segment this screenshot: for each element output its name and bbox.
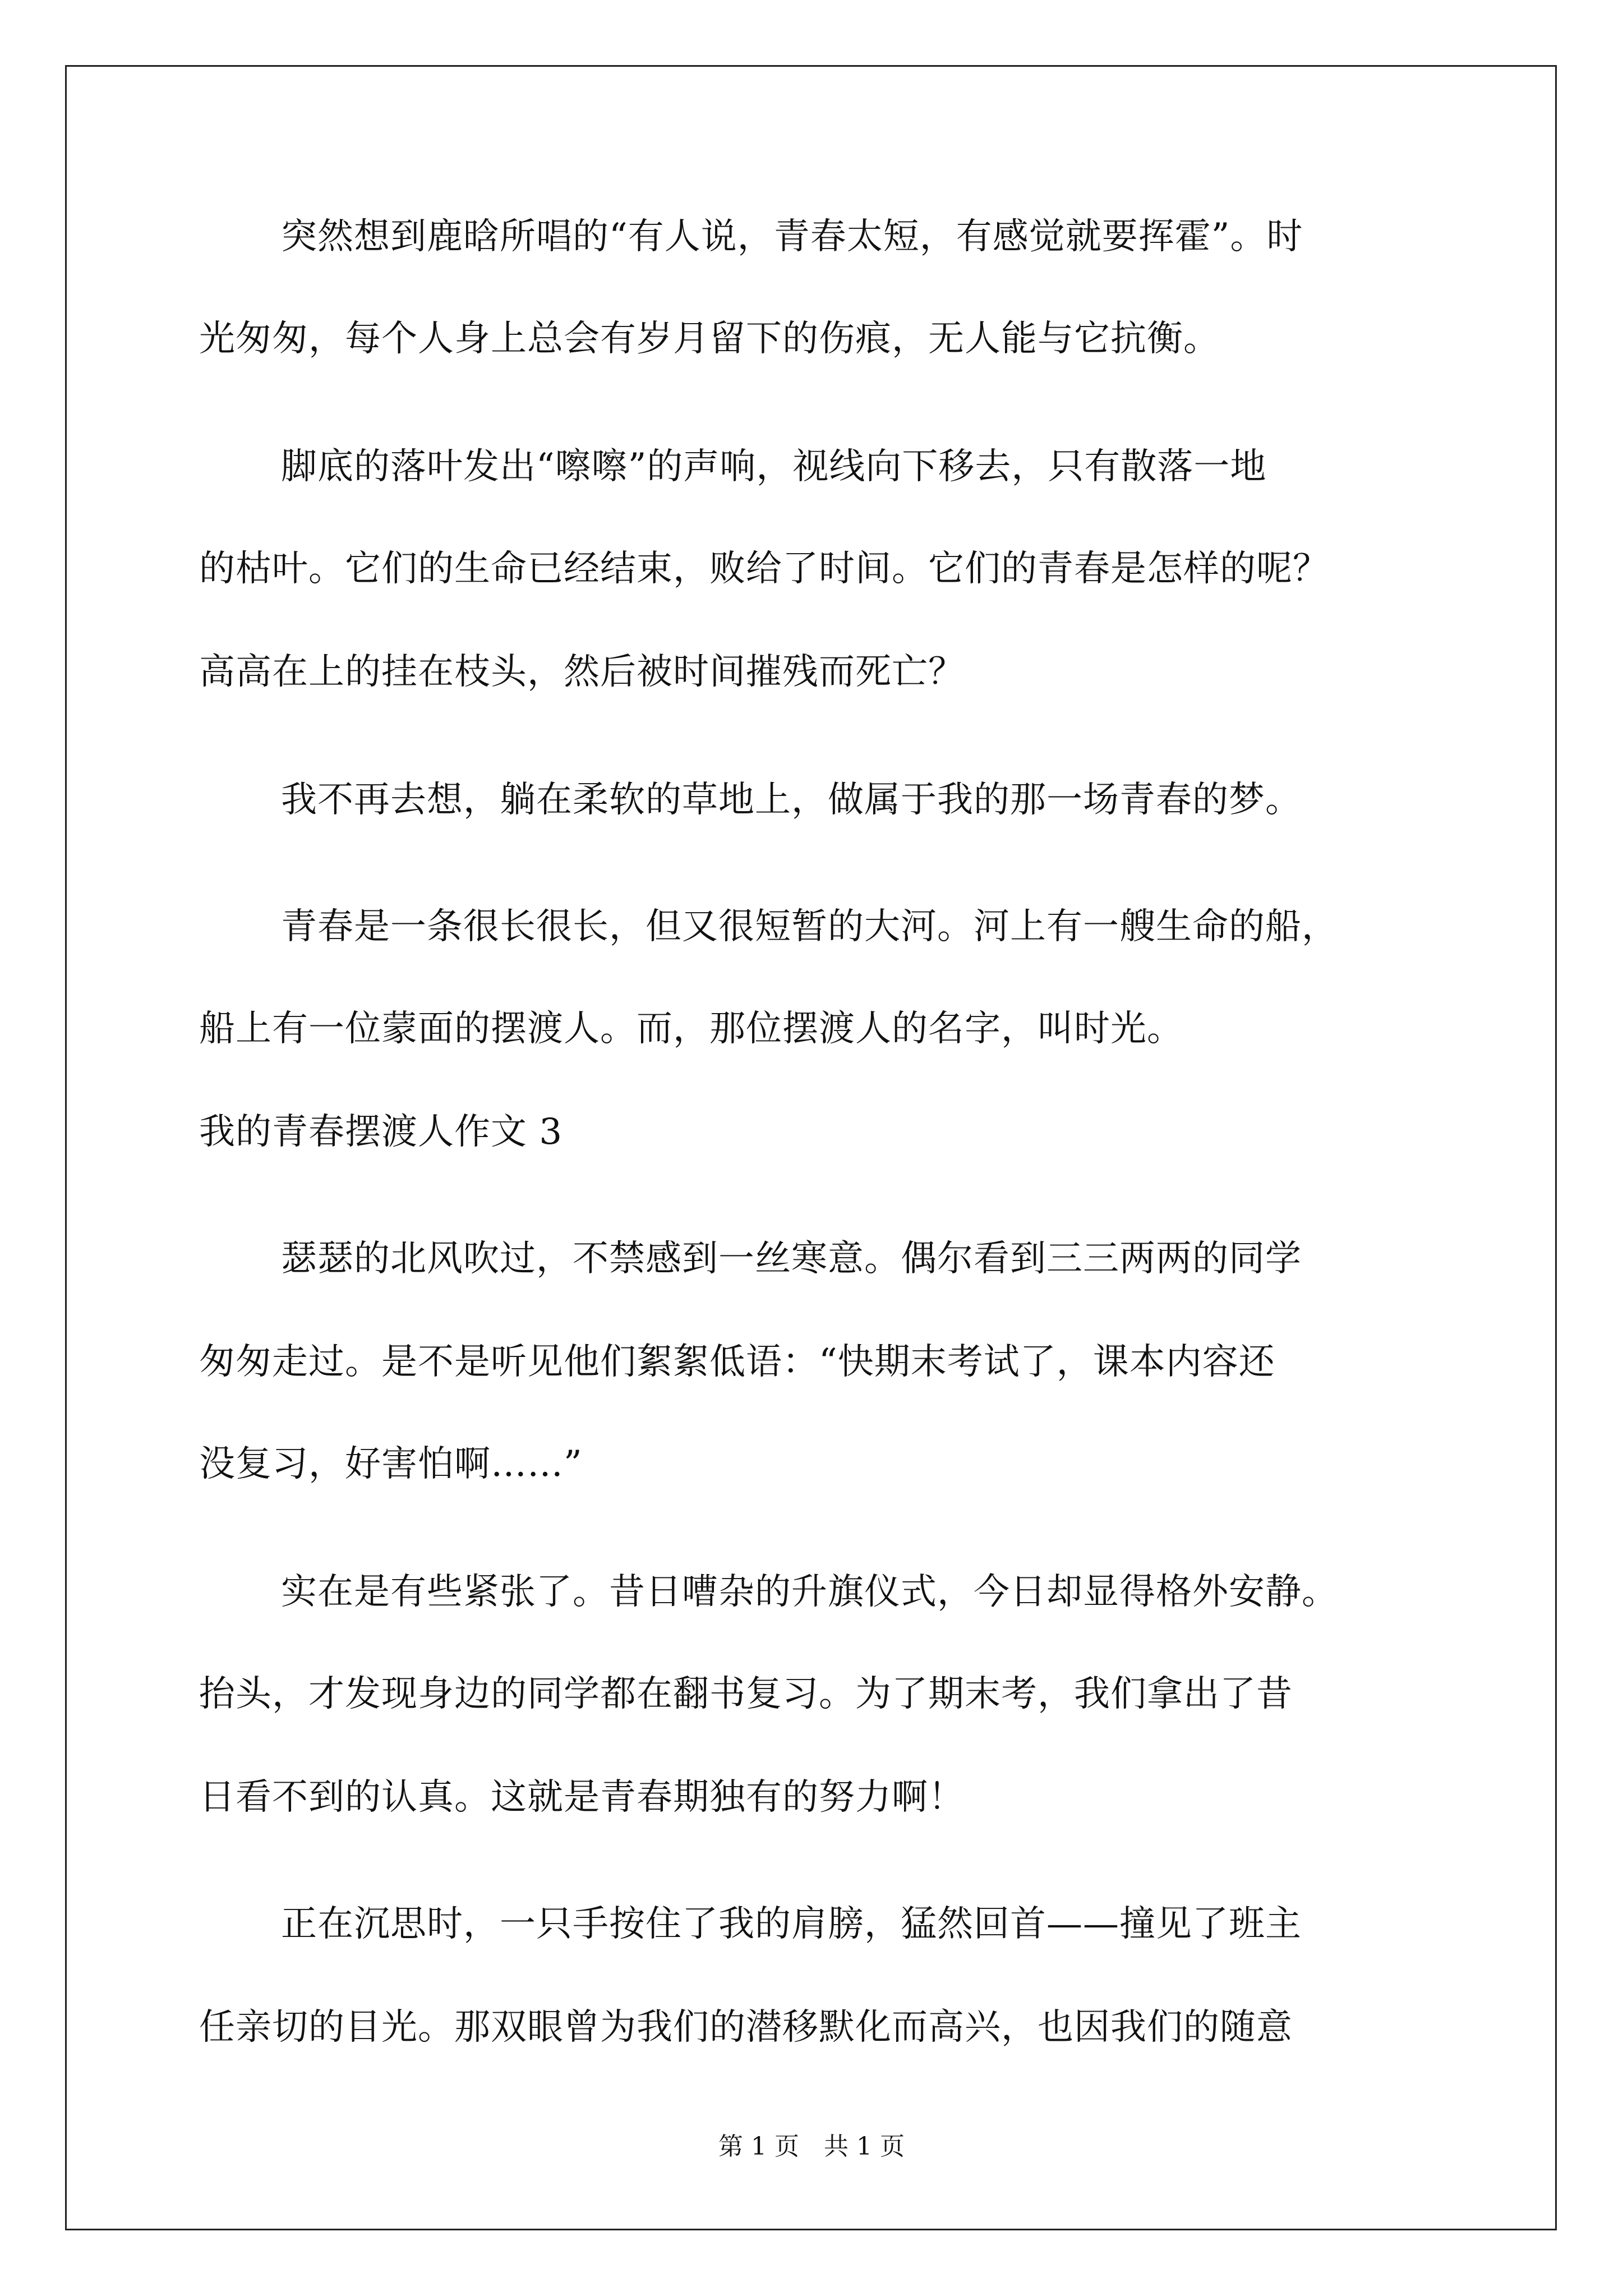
paragraph-line: 正在沉思时，一只手按住了我的肩膀，猛然回首——撞见了班主 — [281, 1903, 1302, 1945]
page-footer: 第 1 页 共 1 页 — [718, 2132, 905, 2161]
paragraph-line: 任亲切的目光。那双眼曾为我们的潜移默化而高兴，也因我们的随意 — [199, 2007, 1293, 2048]
paragraph-line: 突然想到鹿晗所唱的“有人说，青春太短，有感觉就要挥霍”。时 — [281, 216, 1303, 257]
paragraph-line: 没复习，好害怕啊……” — [199, 1443, 583, 1485]
paragraph-line: 的枯叶。它们的生命已经结束，败给了时间。它们的青春是怎样的呢？ — [199, 548, 1329, 590]
paragraph-line: 光匆匆，每个人身上总会有岁月留下的伤痕，无人能与它抗衡。 — [199, 318, 1220, 360]
paragraph-line: 实在是有些紧张了。昔日嘈杂的升旗仪式，今日却显得格外安静。 — [281, 1571, 1338, 1613]
paragraph-line: 抬头，才发现身边的同学都在翻书复习。为了期末考，我们拿出了昔 — [199, 1673, 1293, 1715]
paragraph-line: 青春是一条很长很长，但又很短暂的大河。河上有一艘生命的船， — [281, 906, 1338, 947]
paragraph-line: 瑟瑟的北风吹过，不禁感到一丝寒意。偶尔看到三三两两的同学 — [281, 1238, 1302, 1280]
paragraph-line: 日看不到的认真。这就是青春期独有的努力啊！ — [199, 1777, 965, 1818]
paragraph-line: 高高在上的挂在枝头，然后被时间摧残而死亡？ — [199, 651, 965, 693]
paragraph-line: 脚底的落叶发出“嚓嚓”的声响，视线向下移去，只有散落一地 — [281, 446, 1267, 487]
paragraph-line: 船上有一位蒙面的摆渡人。而，那位摆渡人的名字，叫时光。 — [199, 1008, 1183, 1050]
section-heading: 我的青春摆渡人作文 3 — [199, 1111, 563, 1153]
paragraph-line: 匆匆走过。是不是听见他们絮絮低语：“快期末考试了，课本内容还 — [199, 1341, 1275, 1383]
paragraph-line: 我不再去想，躺在柔软的草地上，做属于我的那一场青春的梦。 — [281, 779, 1302, 821]
